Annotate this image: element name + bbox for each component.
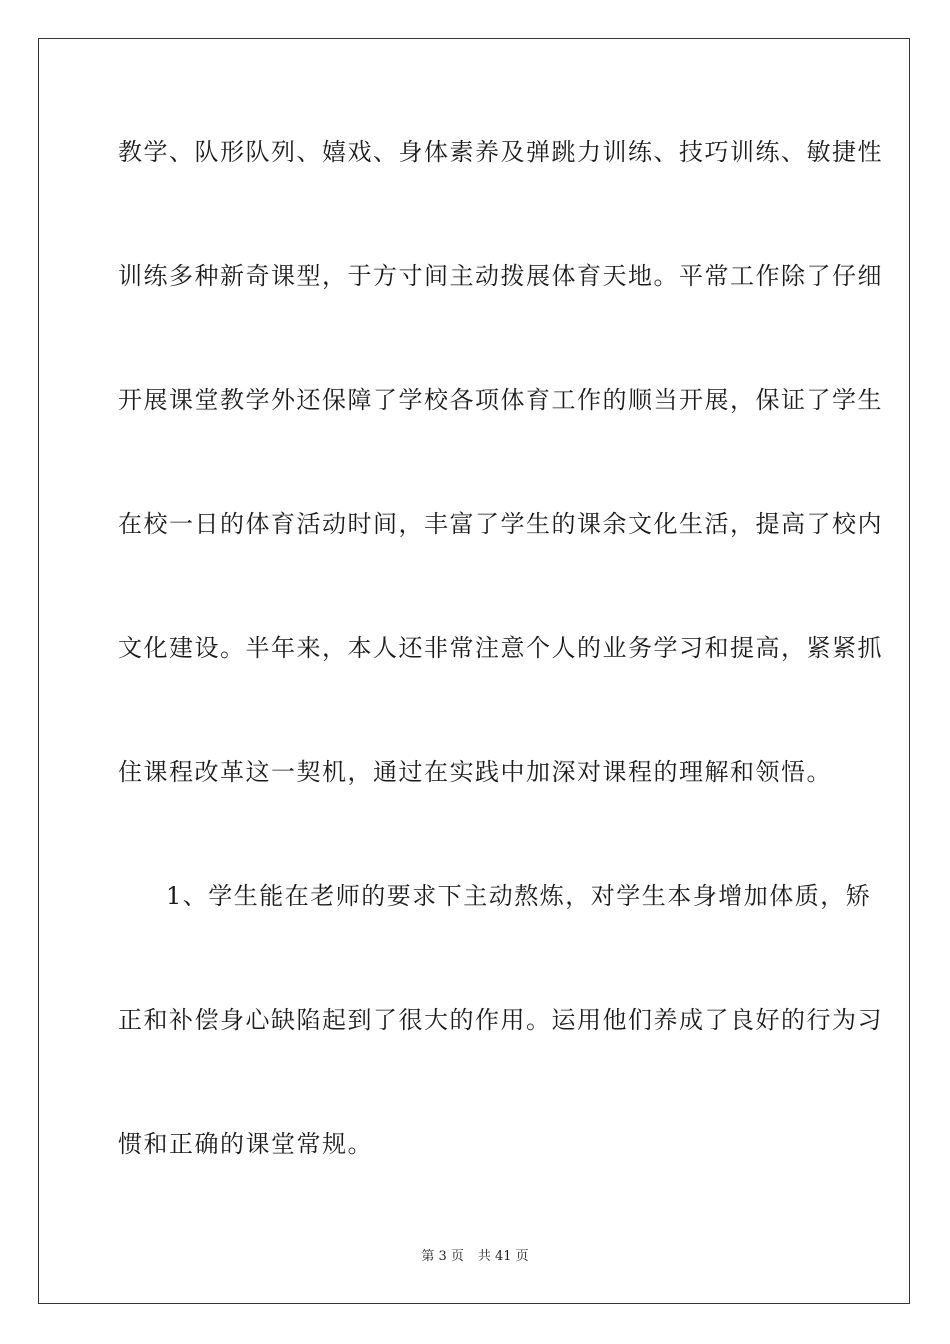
body-text-line: 住课程改革这一契机，通过在实践中加深对课程的理解和领悟。: [118, 758, 832, 786]
body-text-line: 在校一日的体育活动时间，丰富了学生的课余文化生活，提高了校内: [118, 510, 883, 538]
body-text-line: 开展课堂教学外还保障了学校各项体育工作的顺当开展，保证了学生: [118, 386, 883, 414]
page-border: [38, 38, 910, 1304]
body-text-line: 惯和正确的课堂常规。: [118, 1130, 373, 1158]
body-text-line: 1、学生能在老师的要求下主动熬炼，对学生本身增加体质，矫: [166, 882, 872, 910]
page-footer: [0, 1248, 950, 1266]
body-text-line: 训练多种新奇课型，于方寸间主动拨展体育天地。平常工作除了仔细: [118, 262, 883, 290]
body-text-line: 教学、队形队列、嬉戏、身体素养及弹跳力训练、技巧训练、敏捷性: [118, 138, 883, 166]
body-text-line: 文化建设。半年来，本人还非常注意个人的业务学习和提高，紧紧抓: [118, 634, 883, 662]
body-text-line: 正和补偿身心缺陷起到了很大的作用。运用他们养成了良好的行为习: [118, 1006, 883, 1034]
page-number: 第 3 页: [421, 1249, 464, 1264]
page-total: 共 41 页: [477, 1249, 529, 1264]
